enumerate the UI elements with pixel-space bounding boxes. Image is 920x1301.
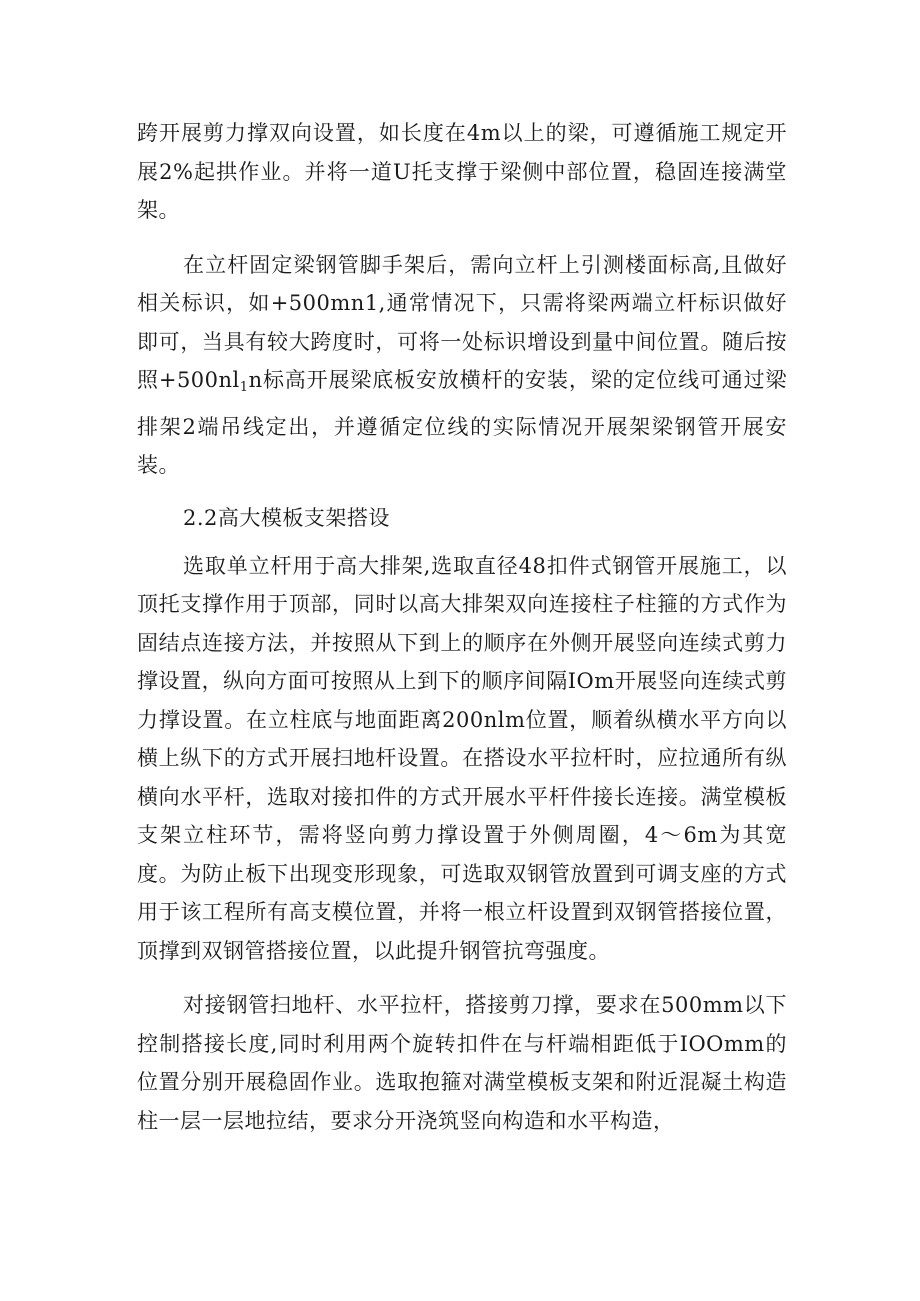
section-heading: 2.2高大模板支架搭设 [183,505,390,530]
paragraph-4: 对接钢管扫地杆、水平拉杆，搭接剪刀撑，要求在500mm以下控制搭接长度,同时利用两个旋转扣件在与杆端相距低于IOOmm的位置分别开展稳固作业。选取抱箍对满堂模板支架和附近混凝土构造柱一层一层地拉结，要求分开浇筑竖向构造和水平构造， [137,993,787,1133]
paragraph-2-subscript: 1 [239,380,249,395]
paragraph-3: 选取单立杆用于高大排架,选取直径48扣件式钢管开展施工，以顶托支撑作用于顶部，同时以高大排架双向连接柱子柱箍的方式作为固结点连接方法，并按照从下到上的顺序在外侧开展竖向连续式剪力撑设置，纵向方面可按照从上到下的顺序间隔IOm开展竖向连续式剪力撑设置。在立柱底与地面距离200nlm位置，顺着纵横水平方向以横上纵下的方式开展扫地杆设置。在搭设水平拉杆时，应拉通所有纵横向水平杆，选取对接扣件的方式开展水平杆件接长连接。满堂模板支架立柱环节，需将竖向剪力撑设置于外侧周圈，4～6m为其宽度。为防止板下出现变形现象，可选取双钢管放置到可调支座的方式用于该工程所有高支模位置，并将一根立杆设置到双钢管搭接位置，顶撑到双钢管搭接位置，以此提升钢管抗弯强度。 [137,553,787,963]
paragraph-2 [137,246,787,485]
paragraph-2-part-b: n标高开展梁底板安放横杆的安装，梁的定位线可通过梁排架2端吊线定出，并遵循定位线的实际情况开展架梁钢管开展安装。 [137,368,788,477]
paragraph-1: 跨开展剪力撑双向设置，如长度在4m以上的梁，可遵循施工规定开展2%起拱作业。并将一道U托支撑于梁侧中部位置，稳固连接满堂架。 [137,121,787,222]
paragraph-2-part-a: 在立杆固定梁钢管脚手架后，需向立杆上引测楼面标高,且做好相关标识，如+500mn1,通常情况下，只需将梁两端立杆标识做好即可，当具有较大跨度时，可将一处标识增设到量中间位置。随后按照+500nl [137,252,787,392]
document-body [137,114,787,1140]
